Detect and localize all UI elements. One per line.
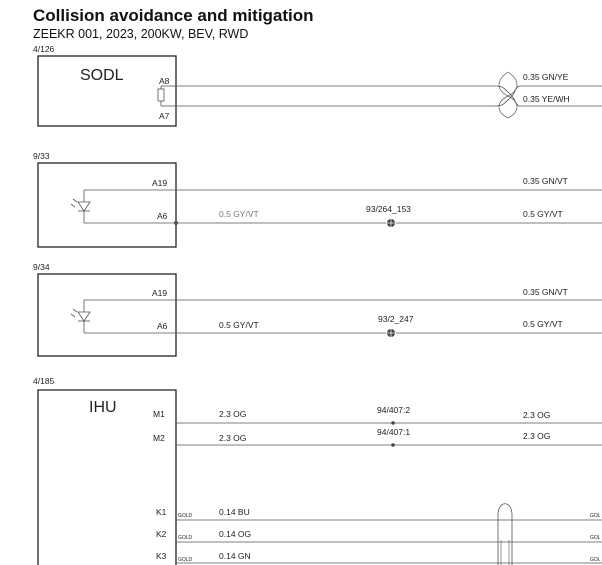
pin-label: K2	[156, 529, 167, 539]
splice-label: 94/407:1	[377, 427, 411, 437]
contact-tag: GOLD	[178, 557, 193, 563]
component-name: SODL	[80, 67, 124, 84]
cable-shield-icon	[498, 504, 512, 565]
pin-node	[174, 221, 178, 225]
resistor-icon	[158, 86, 176, 106]
pin-label: A6	[157, 321, 168, 331]
pin-label: A19	[152, 288, 168, 298]
wire-label: 0.14 BU	[219, 507, 250, 517]
wire-label: 0.35 GN/VT	[523, 176, 568, 186]
contact-tag: GOL	[590, 557, 601, 563]
wire-label: 0.5 GY/VT	[219, 320, 259, 330]
splice-dot-icon[interactable]	[391, 421, 395, 425]
wire-label: 0.5 GY/VT	[523, 319, 563, 329]
wire-label: 0.5 GY/VT	[523, 209, 563, 219]
twisted-pair-icon	[499, 72, 517, 118]
contact-tag: GOL	[590, 535, 601, 541]
splice-dot-icon[interactable]	[391, 443, 395, 447]
wire-label: 0.14 OG	[219, 529, 252, 539]
pin-label: K1	[156, 507, 167, 517]
pin-label: A6	[157, 211, 168, 221]
wire-label: 0.14 GN	[219, 551, 251, 561]
pin-label: A7	[159, 111, 170, 121]
splice-icon[interactable]	[386, 328, 396, 338]
pin-label: A8	[159, 76, 170, 86]
splice-icon[interactable]	[386, 218, 396, 228]
wire-label: 0.35 GN/YE	[523, 72, 569, 82]
component-ref: 4/126	[33, 44, 55, 54]
contact-tag: GOL	[590, 513, 601, 519]
wire-label: 2.3 OG	[523, 410, 551, 420]
wire-label: 0.5 GY/VT	[219, 209, 259, 219]
wire-label: 2.3 OG	[219, 433, 247, 443]
component-ref: 9/33	[33, 151, 50, 161]
contact-tag: GOLD	[178, 535, 193, 541]
page-subtitle: ZEEKR 001, 2023, 200KW, BEV, RWD	[33, 27, 249, 41]
splice-label: 93/264_153	[366, 204, 411, 214]
component-box[interactable]	[38, 163, 176, 247]
twisted-pair-icon	[499, 72, 517, 118]
component-name: IHU	[89, 399, 117, 416]
pin-label: A19	[152, 178, 168, 188]
splice-label: 94/407:2	[377, 405, 411, 415]
pin-label: M2	[153, 433, 165, 443]
component-ref: 4/185	[33, 376, 55, 386]
pin-label: M1	[153, 409, 165, 419]
component-ref: 9/34	[33, 262, 50, 272]
page-title: Collision avoidance and mitigation	[33, 6, 314, 25]
contact-tag: GOLD	[178, 513, 193, 519]
pin-label: K3	[156, 551, 167, 561]
wire-label: 2.3 OG	[523, 431, 551, 441]
wire-label: 0.35 YE/WH	[523, 94, 570, 104]
component-box[interactable]	[38, 274, 176, 356]
splice-label: 93/2_247	[378, 314, 414, 324]
wire-label: 2.3 OG	[219, 409, 247, 419]
wire-label: 0.35 GN/VT	[523, 287, 568, 297]
